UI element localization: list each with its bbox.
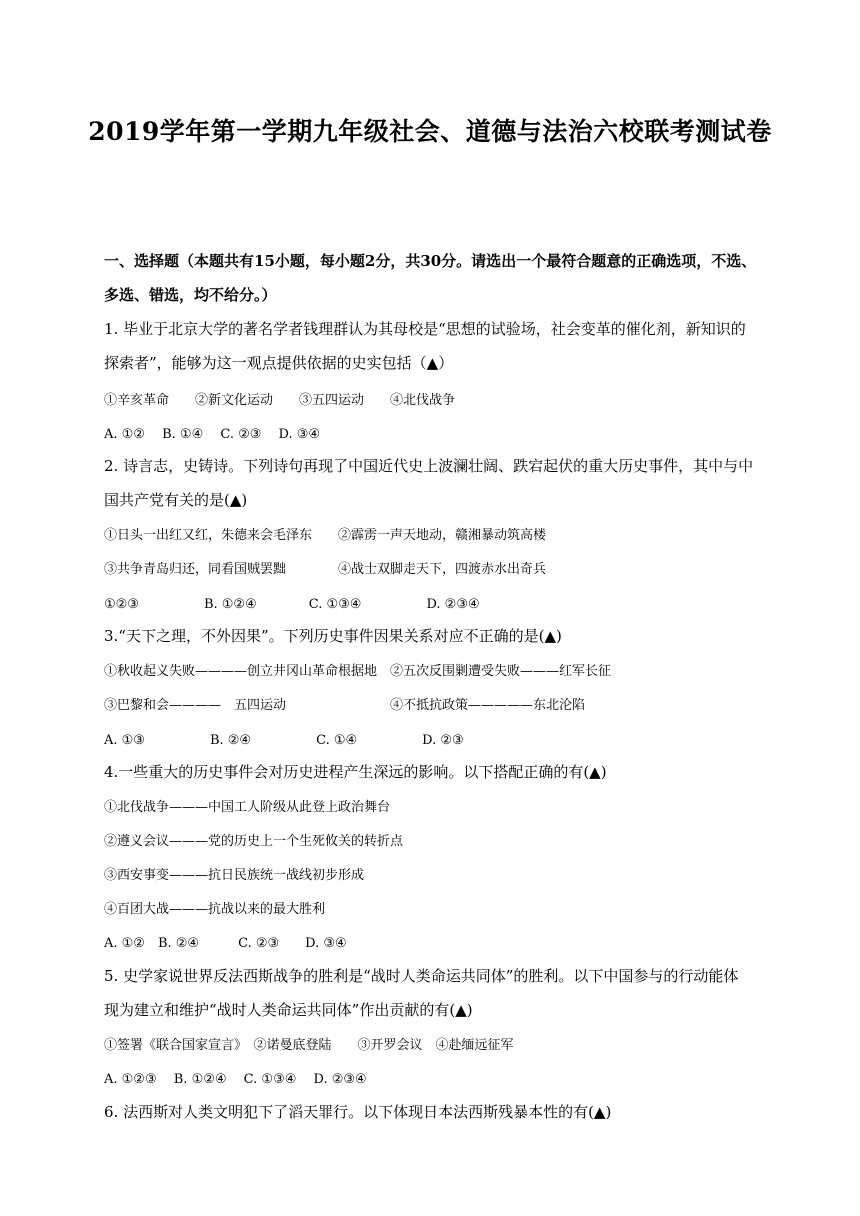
- question-1-stem: 1. 毕业于北京大学的著名学者钱理群认为其母校是“思想的试验场，社会变革的催化剂，新知识的: [104, 320, 746, 338]
- question-1-stem-cont: 探索者”，能够为这一观点提供依据的史实包括（▲）: [104, 354, 454, 372]
- section-heading: 一、选择题（本题共有15小题，每小题2分，共30分。请选出一个最符合题意的正确选项，不选、: [104, 252, 757, 270]
- question-4-choices: A. ①② B. ②④ C. ②③ D. ③④: [104, 936, 347, 951]
- question-3-item-b: ③巴黎和会———— 五四运动 ④不抵抗政策—————东北沦陷: [104, 698, 586, 713]
- question-4-stem: 4.一些重大的历史事件会对历史进程产生深远的影响。以下搭配正确的有(▲): [104, 763, 607, 781]
- question-5-items: ①签署《联合国家宣言》 ②诺曼底登陆 ③开罗会议 ④赴缅远征军: [104, 1038, 514, 1053]
- question-2-stem: 2. 诗言志，史铸诗。下列诗句再现了中国近代史上波澜壮阔、跌宕起伏的重大历史事件，其中与中: [104, 457, 754, 475]
- exam-title: 2019学年第一学期九年级社会、道德与法治六校联考测试卷: [88, 117, 772, 146]
- question-4-item-4: ④百团大战———抗战以来的最大胜利: [104, 902, 326, 917]
- question-1-choices: A. ①② B. ①④ C. ②③ D. ③④: [104, 427, 321, 442]
- question-3-item-a: ①秋收起义失败————创立井冈山革命根据地 ②五次反围剿遭受失败———红军长征: [104, 664, 612, 679]
- question-4-item-3: ③西安事变———抗日民族统一战线初步形成: [104, 868, 365, 883]
- question-4-item-1: ①北伐战争———中国工人阶级从此登上政治舞台: [104, 800, 391, 815]
- question-5-stem: 5. 史学家说世界反法西斯战争的胜利是“战时人类命运共同体”的胜利。以下中国参与的行动能体: [104, 967, 739, 985]
- question-4-item-2: ②遵义会议———党的历史上一个生死攸关的转折点: [104, 834, 404, 849]
- question-1-items: ①辛亥革命 ②新文化运动 ③五四运动 ④北伐战争: [104, 393, 456, 408]
- question-5-stem-cont: 现为建立和维护“战时人类命运共同体”作出贡献的有(▲): [104, 1001, 473, 1019]
- question-6-stem: 6. 法西斯对人类文明犯下了滔天罪行。以下体现日本法西斯残暴本性的有(▲): [104, 1103, 612, 1121]
- question-5-choices: A. ①②③ B. ①②④ C. ①③④ D. ②③④: [104, 1072, 367, 1087]
- question-3-stem: 3.“天下之理，不外因果”。下列历史事件因果关系对应不正确的是(▲): [104, 627, 562, 645]
- section-heading-cont: 多选、错选，均不给分。）: [104, 286, 277, 304]
- question-2-choices: ①②③ B. ①②④ C. ①③④ D. ②③④: [104, 597, 480, 612]
- question-3-choices: A. ①③ B. ②④ C. ①④ D. ②③: [104, 733, 464, 748]
- question-2-stem-cont: 国共产党有关的是(▲): [104, 491, 248, 509]
- question-2-item-a: ①日头一出红又红，朱德来会毛泽东 ②霹雳一声天地动，赣湘暴动筑高楼: [104, 528, 547, 543]
- question-2-item-b: ③共争青岛归还，同看国贼罢黜 ④战士双脚走天下，四渡赤水出奇兵: [104, 562, 547, 577]
